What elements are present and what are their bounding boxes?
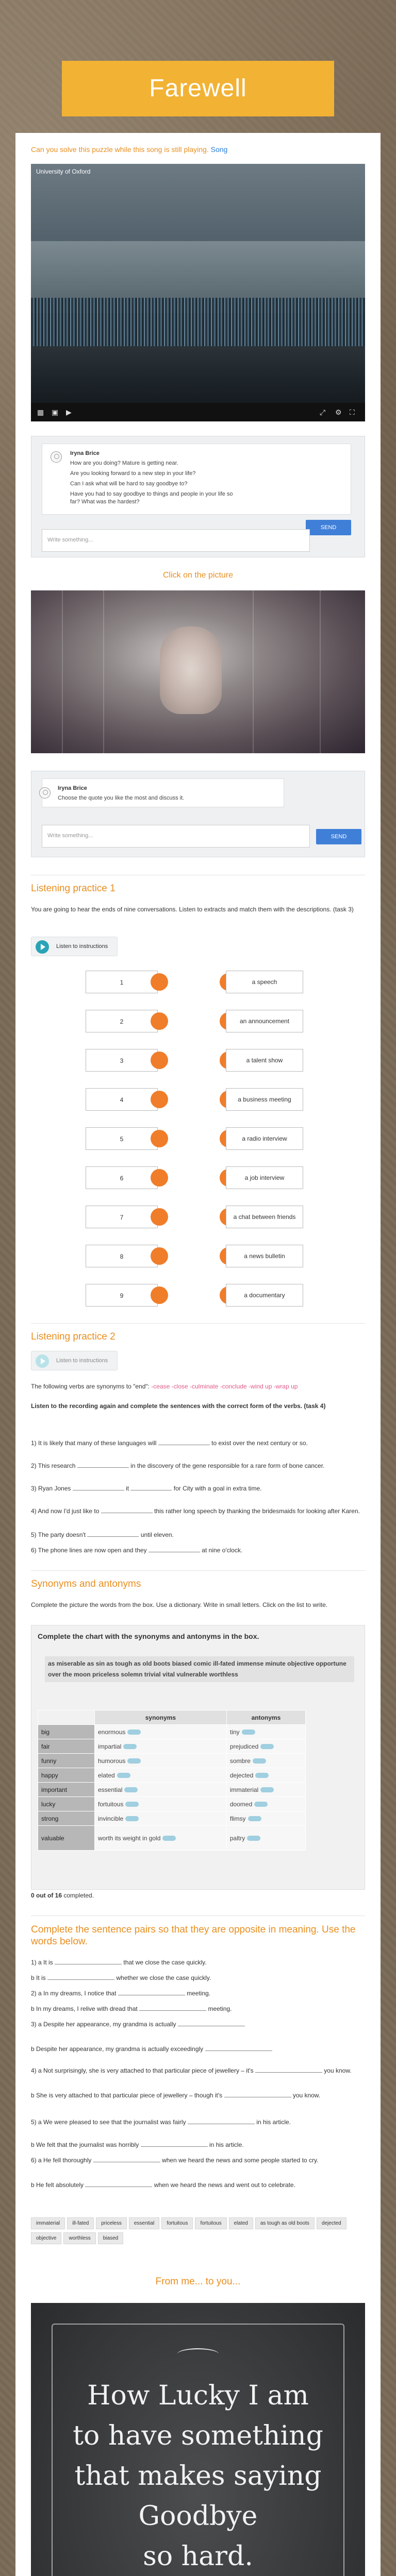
word-bank [31, 2217, 365, 2247]
cell-text: flimsy [229, 1815, 246, 1822]
cell-text: dejected [229, 1771, 254, 1779]
answer-input[interactable] [162, 1836, 176, 1841]
cell-text: worth its weight in gold [98, 1834, 161, 1842]
synonym-cell[interactable] [95, 1739, 227, 1754]
sentence-text: when we heard the news and some people started to cry. [162, 2157, 319, 2164]
gap-input[interactable] [101, 1507, 153, 1513]
match-option: a job interview [226, 1166, 303, 1189]
sentence-text: until eleven. [140, 1531, 174, 1538]
sentence-text: 1) It is likely that many of these languages will [31, 1439, 157, 1447]
sentence-text: at nine o'clock. [202, 1547, 243, 1554]
match-dot-left[interactable] [151, 1247, 168, 1265]
listen-instructions-button[interactable] [31, 937, 118, 956]
gap-input[interactable] [178, 2020, 245, 2026]
antonym-cell[interactable] [226, 1826, 305, 1851]
match-dot-left[interactable] [151, 1091, 168, 1108]
gap-input[interactable] [47, 1974, 114, 1980]
gap-input[interactable] [73, 1484, 124, 1490]
match-option: a chat between friends [226, 1206, 303, 1228]
lesson-page [15, 133, 381, 2576]
sentence-text: 5) a We were pleased to see that the journalist was fairly [31, 2119, 186, 2126]
verbs-line [31, 1382, 365, 1392]
cell-text: immaterial [229, 1786, 259, 1793]
answer-input[interactable] [125, 1802, 139, 1807]
word-chip[interactable]: priceless [96, 2217, 126, 2229]
comment-line: Are you looking forward to a new step in your life? [70, 470, 196, 477]
cell-text: sombre [229, 1757, 251, 1765]
match-dot-left[interactable] [151, 1208, 168, 1226]
gap-sentence-5 [31, 1530, 365, 1539]
comment-line: Choose the quote you like the most and discuss it. [58, 795, 185, 801]
answer-input[interactable] [254, 1802, 268, 1807]
answer-input[interactable] [125, 1816, 139, 1821]
comment-widget-1 [31, 436, 365, 557]
comment-author: Iryna Brice [70, 450, 100, 456]
word-chip[interactable]: worthless [63, 2232, 95, 2244]
listening-1-instructions: You are going to hear the ends of nine conversations. Listen to extracts and match them with the descriptions. (task 3) [31, 906, 354, 913]
match-dot-left[interactable] [151, 1052, 168, 1069]
answer-input[interactable] [248, 1816, 261, 1821]
pair-line [31, 2117, 365, 2127]
antonym-cell[interactable] [226, 1739, 305, 1754]
pair-line [31, 2156, 365, 2165]
sentence-text: 4) And now I'd just like to [31, 1507, 100, 1515]
answer-input[interactable] [127, 1730, 141, 1735]
verbs-intro: The following verbs are synonyms to "end": [31, 1383, 150, 1390]
match-option: a talent show [226, 1049, 303, 1072]
word-chip[interactable]: as tough as old boots [255, 2217, 315, 2229]
divider [31, 1323, 365, 1324]
col-header: synonyms [95, 1710, 227, 1725]
pair-line [31, 2091, 365, 2100]
answer-input[interactable] [123, 1744, 137, 1749]
gap-input[interactable] [87, 1531, 139, 1537]
answer-input[interactable] [124, 1787, 138, 1792]
divider [31, 1570, 365, 1571]
antonym-cell[interactable] [226, 1725, 305, 1739]
comment-bubble [42, 778, 284, 807]
match-number: 2 [86, 1010, 158, 1032]
sentence-text: it [126, 1485, 129, 1492]
word-chip[interactable]: fortuitous [161, 2217, 193, 2229]
row-label: strong [38, 1811, 95, 1826]
sentence-text: b She is very attached to that particular piece of jewellery – though it's [31, 2092, 223, 2099]
match-dot-left[interactable] [151, 1169, 168, 1187]
quote-line: so hard. [143, 2541, 253, 2572]
row-label: valuable [38, 1826, 95, 1851]
antonym-cell[interactable] [226, 1754, 305, 1768]
video-title: University of Oxford [36, 168, 91, 175]
match-number: 3 [86, 1049, 158, 1072]
antonym-cell[interactable] [226, 1797, 305, 1811]
video-ground [31, 346, 365, 403]
rain-streak [62, 590, 63, 753]
row-label: big [38, 1725, 95, 1739]
gap-input[interactable] [77, 1462, 129, 1468]
rain-streak [253, 590, 254, 753]
antonym-cell[interactable] [226, 1783, 305, 1797]
gap-input[interactable] [188, 2118, 255, 2124]
match-dot-left[interactable] [151, 1286, 168, 1304]
synonym-cell[interactable] [95, 1811, 227, 1826]
listen-instructions-button[interactable] [31, 1351, 118, 1370]
pair-line [31, 1989, 365, 1998]
synonyms-heading: Synonyms and antonyms [31, 1579, 141, 1589]
word-chip[interactable]: immaterial [31, 2217, 65, 2229]
sentence-text: 5) The party doesn't [31, 1531, 86, 1538]
match-option: a speech [226, 971, 303, 993]
match-option: a radio interview [226, 1127, 303, 1150]
corner-cell [38, 1710, 95, 1725]
synonyms-panel [31, 1625, 365, 1890]
answer-input[interactable] [260, 1744, 274, 1749]
pair-line [31, 1958, 365, 1967]
sentence-text: 3) Ryan Jones [31, 1485, 71, 1492]
sentence-text: in his article. [209, 2141, 244, 2148]
score-suffix: completed. [63, 1892, 94, 1899]
flourish-ornament [177, 2348, 219, 2360]
sentence-text: to exist over the next century or so. [211, 1439, 308, 1447]
pair-line [31, 2044, 365, 2054]
antonym-cell[interactable] [226, 1768, 305, 1783]
gap-input[interactable] [148, 1546, 200, 1552]
send-button[interactable]: SEND [306, 520, 351, 535]
answer-input[interactable] [255, 1773, 269, 1778]
listen-label: Listen to instructions [56, 1358, 108, 1364]
synonym-cell[interactable] [95, 1768, 227, 1783]
sentence-text: you know. [324, 2067, 352, 2074]
word-chip[interactable]: objective [31, 2232, 61, 2244]
sentence-pairs-heading: Complete the sentence pairs so that they are opposite in meaning. Use the words below. [31, 1924, 356, 1947]
hand-on-glass [160, 626, 222, 714]
word-chip[interactable]: biased [98, 2232, 123, 2244]
answer-input[interactable] [260, 1787, 274, 1792]
sentence-text: when we heard the news and went out to celebrate. [154, 2181, 295, 2189]
comment-author: Iryna Brice [58, 785, 87, 791]
avatar [39, 787, 51, 799]
gap-sentence-6 [31, 1546, 365, 1555]
match-option: a documentary [226, 1284, 303, 1307]
match-dot-left[interactable] [151, 1012, 168, 1030]
sentence-text: 1) a It is [31, 1959, 53, 1966]
synonym-cell[interactable] [95, 1797, 227, 1811]
sentence-text: for City with a goal in extra time. [173, 1485, 262, 1492]
sentence-text: b We felt that the journalist was horribly [31, 2141, 139, 2148]
score-value: 0 out of 16 [31, 1892, 62, 1899]
word-box: as miserable as sin as tough as old boots biased comic ill-fated immense minute objective opportune over the moon priceless solemn trivial vital vulnerable worthless [45, 1656, 354, 1682]
match-number: 4 [86, 1088, 158, 1111]
answer-input[interactable] [247, 1836, 260, 1841]
answer-input[interactable] [253, 1758, 266, 1764]
word-chip[interactable]: fortuitous [195, 2217, 226, 2229]
answer-input[interactable] [117, 1773, 130, 1778]
sentence-text: 2) This research [31, 1462, 76, 1469]
gap-input[interactable] [141, 2141, 208, 2147]
col-header: antonyms [226, 1710, 305, 1725]
gap-sentence-2 [31, 1461, 365, 1470]
fullscreen-icon[interactable]: ⤢ [320, 408, 326, 416]
listening-2-heading: Listening practice 2 [31, 1331, 116, 1342]
rain-streak [320, 590, 321, 753]
gap-input[interactable] [158, 1439, 210, 1445]
match-dot-left[interactable] [151, 1130, 168, 1147]
row-label: funny [38, 1754, 95, 1768]
cell-text: impartial [98, 1742, 122, 1750]
grid-icon[interactable]: ▦ [37, 408, 44, 416]
hand-picture[interactable] [31, 590, 365, 753]
sentence-text: b Despite her appearance, my grandma is actually exceedingly [31, 2045, 204, 2053]
cell-text: paltry [229, 1834, 245, 1842]
match-number: 6 [86, 1166, 158, 1189]
sentence-text: b In my dreams, I relive with dread that [31, 2005, 138, 2012]
sentence-text: in the discovery of the gene responsible for a rare form of bone cancer. [130, 1462, 325, 1469]
answer-input[interactable] [127, 1758, 141, 1764]
sentence-text: meeting. [187, 1990, 211, 1997]
settings-icon[interactable]: ⚙ [335, 408, 342, 416]
comment-line: far? What was the hardest? [70, 499, 140, 505]
match-number: 8 [86, 1245, 158, 1267]
pair-line [31, 2020, 365, 2029]
pair-line [31, 2180, 365, 2190]
match-option: a news bulletin [226, 1245, 303, 1267]
cell-text: humorous [98, 1757, 126, 1765]
sentence-text: b It is [31, 1974, 46, 1981]
sentence-text: 2) a In my dreams, I notice that [31, 1990, 117, 1997]
sentence-text: 4) a Not surprisingly, she is very attached to that particular piece of jewellery – it's [31, 2067, 254, 2074]
word-chip[interactable]: ill-fated [67, 2217, 94, 2229]
sentence-text: this rather long speech by thanking the bridesmaids for looking after Karen. [154, 1507, 360, 1515]
synonym-cell[interactable] [95, 1783, 227, 1797]
word-chip[interactable]: dejected [317, 2217, 346, 2229]
gap-sentence-3 [31, 1484, 365, 1493]
synonyms-table [38, 1710, 306, 1851]
word-chip[interactable]: elated [229, 2217, 253, 2229]
comment-input[interactable]: Write something... [42, 529, 310, 552]
cell-text: elated [98, 1771, 115, 1779]
comment-line: How are you doing? Mature is getting near. [70, 460, 178, 466]
comment-line: Have you had to say goodbye to things and people in your life so [70, 491, 233, 497]
row-label: happy [38, 1768, 95, 1783]
expand-icon[interactable]: ⛶ [350, 408, 355, 416]
gap-input[interactable] [85, 2181, 152, 2187]
from-me-heading: From me... to you... [155, 2276, 241, 2287]
gap-sentence-4 [31, 1506, 365, 1516]
match-option: a business meeting [226, 1088, 303, 1111]
comment-widget-2 [31, 771, 365, 857]
video-controls [31, 403, 365, 421]
match-number: 1 [86, 971, 158, 993]
pair-line [31, 2140, 365, 2149]
pair-line [31, 1973, 365, 1982]
row-label: fair [38, 1739, 95, 1754]
sentence-text: whether we close the case quickly. [116, 1974, 211, 1981]
gap-input[interactable] [139, 2005, 206, 2011]
synonyms-instructions: Complete the picture the words from the box. Use a dictionary. Write in small letters. Click on the list to write. [31, 1601, 328, 1608]
comment-line: Can I ask what will be hard to say goodbye to? [70, 481, 188, 487]
listening-2-task: Listen to the recording again and complete the sentences with the correct form of the verbs. (task 4) [31, 1402, 326, 1410]
sentence-text: you know. [292, 2092, 321, 2099]
match-number: 7 [86, 1206, 158, 1228]
pair-line [31, 2066, 365, 2075]
listening-1-heading: Listening practice 1 [31, 883, 116, 894]
synonym-cell[interactable] [95, 1826, 227, 1851]
play-icon[interactable]: ▶ [66, 408, 72, 416]
sentence-text: 3) a Despite her appearance, my grandma is actually [31, 2021, 176, 2028]
gap-input[interactable] [224, 2091, 291, 2097]
avatar [51, 451, 62, 463]
quote-chalkboard [31, 2303, 365, 2576]
rain-streak [103, 590, 104, 753]
cell-text: essential [98, 1786, 123, 1793]
comment-bubble [42, 444, 351, 515]
pair-line [31, 2004, 365, 2013]
puzzle-heading [31, 145, 227, 154]
gap-input[interactable] [55, 1958, 122, 1964]
cell-text: prejudiced [229, 1742, 259, 1750]
listen-label: Listen to instructions [56, 943, 108, 950]
page-banner: Farewell [62, 61, 334, 116]
gap-input[interactable] [255, 2066, 322, 2073]
quote-line: Goodbye [138, 2501, 258, 2532]
gap-input[interactable] [205, 2045, 272, 2051]
sentence-text: that we close the case quickly. [123, 1959, 207, 1966]
panel-title: Complete the chart with the synonyms and antonyms in the box. [38, 1632, 259, 1640]
send-button[interactable]: SEND [316, 829, 361, 844]
row-label: important [38, 1783, 95, 1797]
puzzle-video[interactable] [31, 164, 365, 421]
sentence-text: b He felt absolutely [31, 2181, 84, 2189]
gap-input[interactable] [93, 2156, 160, 2162]
match-option: an announcement [226, 1010, 303, 1032]
verbs-list: -cease -close -culminate -conclude -wind up -wrap up [151, 1383, 298, 1390]
puzzle-heading-text: Can you solve this puzzle while this song is still playing. [31, 145, 209, 154]
cell-text: enormous [98, 1728, 126, 1736]
synonym-cell[interactable] [95, 1725, 227, 1739]
play-icon [36, 940, 49, 954]
quote-line: How Lucky I am [87, 2380, 309, 2411]
sentence-text: 6) a He fell thoroughly [31, 2157, 92, 2164]
row-label: lucky [38, 1797, 95, 1811]
image-icon[interactable]: ▣ [52, 408, 59, 416]
sentence-text: in his article. [256, 2119, 291, 2126]
answer-input[interactable] [242, 1730, 255, 1735]
score-line [31, 1892, 94, 1899]
match-dot-left[interactable] [151, 973, 168, 991]
sentence-text: meeting. [208, 2005, 232, 2012]
match-number: 9 [86, 1284, 158, 1307]
comment-input[interactable]: Write something... [42, 825, 310, 848]
click-picture-heading: Click on the picture [162, 571, 234, 580]
gap-sentence-1 [31, 1438, 365, 1448]
synonym-cell[interactable] [95, 1754, 227, 1768]
word-chip[interactable]: essential [129, 2217, 159, 2229]
cell-text: tiny [229, 1728, 240, 1736]
cell-text: doomed [229, 1800, 253, 1808]
quote-line: to have something [73, 2420, 323, 2451]
match-number: 5 [86, 1127, 158, 1150]
cell-text: fortuitous [98, 1800, 124, 1808]
cell-text: invincible [98, 1815, 124, 1822]
gap-input[interactable] [118, 1989, 185, 1995]
song-link[interactable]: Song [210, 145, 228, 154]
quote-line: that makes saying [74, 2461, 322, 2492]
antonym-cell[interactable] [226, 1811, 305, 1826]
gap-input[interactable] [130, 1484, 172, 1490]
sentence-text: 6) The phone lines are now open and they [31, 1547, 147, 1554]
play-icon [36, 1354, 49, 1368]
